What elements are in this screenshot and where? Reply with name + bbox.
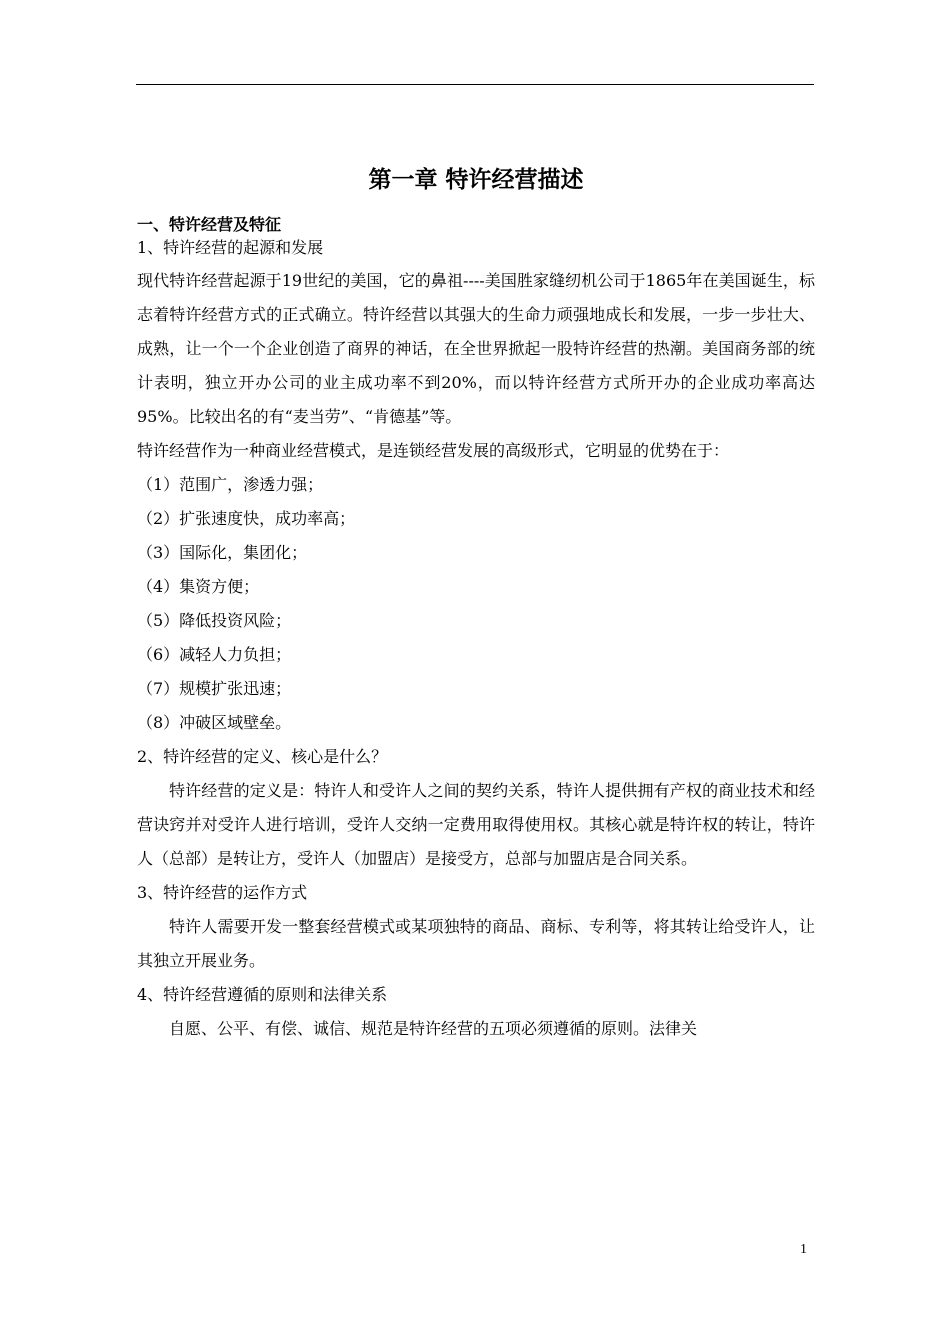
list-item: （3）国际化，集团化； xyxy=(137,543,308,562)
list-item: （8）冲破区域壁垒。 xyxy=(137,713,292,732)
subsection-4-paragraph: 自愿、公平、有偿、诚信、规范是特许经营的五项必须遵循的原则。法律关 xyxy=(169,1019,698,1038)
list-item: （4）集资方便； xyxy=(137,577,260,596)
chapter-title: 第一章 特许经营描述 xyxy=(368,167,584,193)
subsection-1-paragraph-2: 特许经营作为一种商业经营模式，是连锁经营发展的高级形式，它明显的优势在于： xyxy=(137,441,730,460)
subsection-3-paragraph: 特许人需要开发一整套经营模式或某项独特的商品、商标、专利等，将其转让给受许人，让其独立开展业务。 xyxy=(137,917,815,970)
list-item: （2）扩张速度快，成功率高； xyxy=(137,509,356,528)
document-body xyxy=(137,160,815,1046)
list-item: （1）范围广，渗透力强； xyxy=(137,475,324,494)
subsection-2-title: 2、特许经营的定义、核心是什么？ xyxy=(137,747,388,766)
subsection-1-paragraph-1: 现代特许经营起源于19世纪的美国，它的鼻祖----美国胜家缝纫机公司于1865年在美国诞生，标志着特许经营方式的正式确立。特许经营以其强大的生命力顽强地成长和发展，一步一步壮大、成熟，让一个一个企业创造了商界的神话，在全世界掀起一股特许经营的热潮。美国商务部的统计表明，独立开办公司的业主成功率不到20%，而以特许经营方式所开办的企业成功率高达95%。比较出名的有“麦当劳”、“肯德基”等。 xyxy=(137,271,815,426)
section-heading: 一、特许经营及特征 xyxy=(137,215,282,234)
list-item: （7）规模扩张迅速； xyxy=(137,679,292,698)
list-item: （5）降低投资风险； xyxy=(137,611,292,630)
advantages-list xyxy=(137,468,815,740)
subsection-1-title: 1、特许经营的起源和发展 xyxy=(137,238,324,257)
header-rule xyxy=(136,84,814,85)
page-number: 1 xyxy=(800,1242,807,1257)
list-item: （6）减轻人力负担； xyxy=(137,645,292,664)
subsection-2-paragraph: 特许经营的定义是：特许人和受许人之间的契约关系，特许人提供拥有产权的商业技术和经营诀窍并对受许人进行培训，受许人交纳一定费用取得使用权。其核心就是特许权的转让，特许人（总部）是转让方，受许人（加盟店）是接受方，总部与加盟店是合同关系。 xyxy=(137,781,815,868)
subsection-3-title: 3、特许经营的运作方式 xyxy=(137,883,308,902)
subsection-4-title: 4、特许经营遵循的原则和法律关系 xyxy=(137,985,388,1004)
